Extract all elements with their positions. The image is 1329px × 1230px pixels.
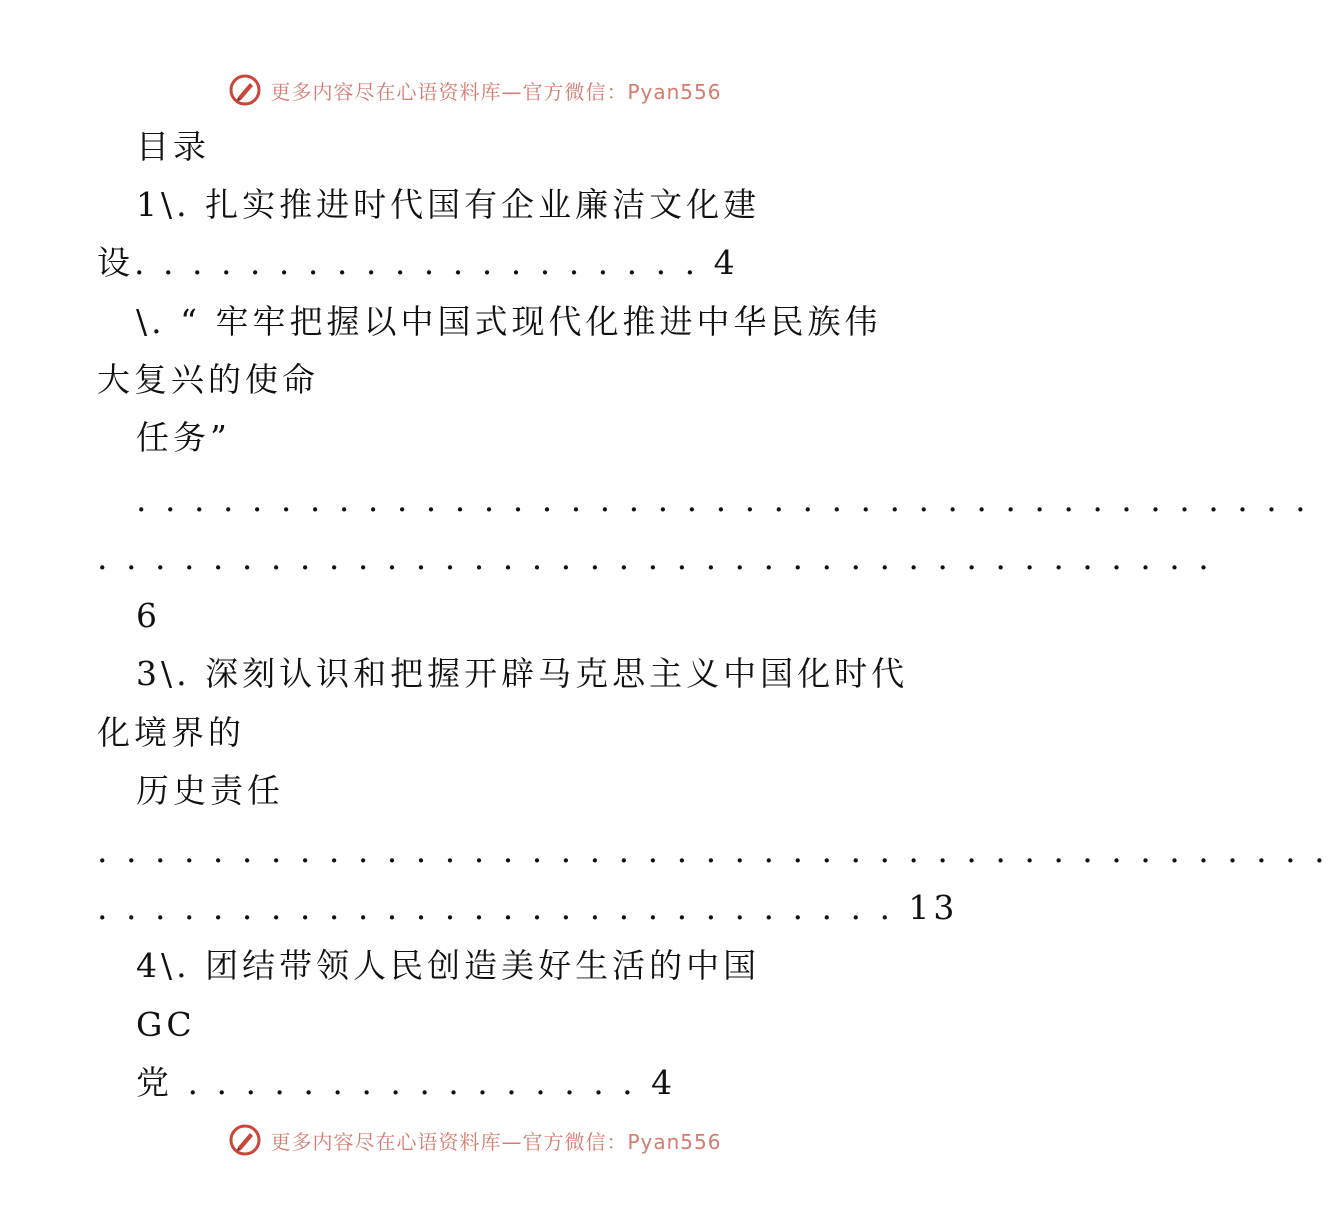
toc-line: 1\. 扎实推进时代国有企业廉洁文化建 [136, 185, 761, 224]
pen-logo-icon [228, 1123, 262, 1157]
watermark-text: 更多内容尽在心语资料库—官方微信：Pyan556 [270, 79, 722, 104]
toc-line: 设. . . . . . . . . . . . . . . . . . . . 4 [97, 243, 739, 282]
toc-leader-dots: . . . . . . . . . . . . . . . . . . . . . . . . . . . . . . . . . . . . . . . . . . . [97, 831, 1329, 870]
toc-line: GC [136, 1005, 196, 1044]
toc-line: 化境界的 [97, 713, 245, 752]
toc-line: 任务” [136, 418, 231, 457]
toc-title: 目录 [136, 127, 210, 166]
watermark-banner-bottom [0, 1118, 950, 1162]
toc-line: 党 . . . . . . . . . . . . . . . . 4 [136, 1063, 677, 1102]
toc-line: 历史责任 [136, 771, 284, 810]
toc-page-number: 6 [136, 596, 161, 635]
toc-leader-dots: . . . . . . . . . . . . . . . . . . . . . . . . . . . . 13 [97, 888, 959, 927]
toc-line: 大复兴的使命 [97, 360, 319, 399]
watermark-text: 更多内容尽在心语资料库—官方微信：Pyan556 [270, 1129, 722, 1154]
toc-line: 4\. 团结带领人民创造美好生活的中国 [136, 946, 761, 985]
toc-leader-dots: . . . . . . . . . . . . . . . . . . . . . . . . . . . . . . . . . . . . . . . [97, 538, 1213, 577]
toc-line: 3\. 深刻认识和把握开辟马克思主义中国化时代 [136, 654, 909, 693]
toc-line: \. “ 牢牢把握以中国式现代化推进中华民族伟 [136, 302, 882, 341]
toc-leader-dots: . . . . . . . . . . . . . . . . . . . . . . . . . . . . . . . . . . . . . . . . . [136, 480, 1310, 519]
